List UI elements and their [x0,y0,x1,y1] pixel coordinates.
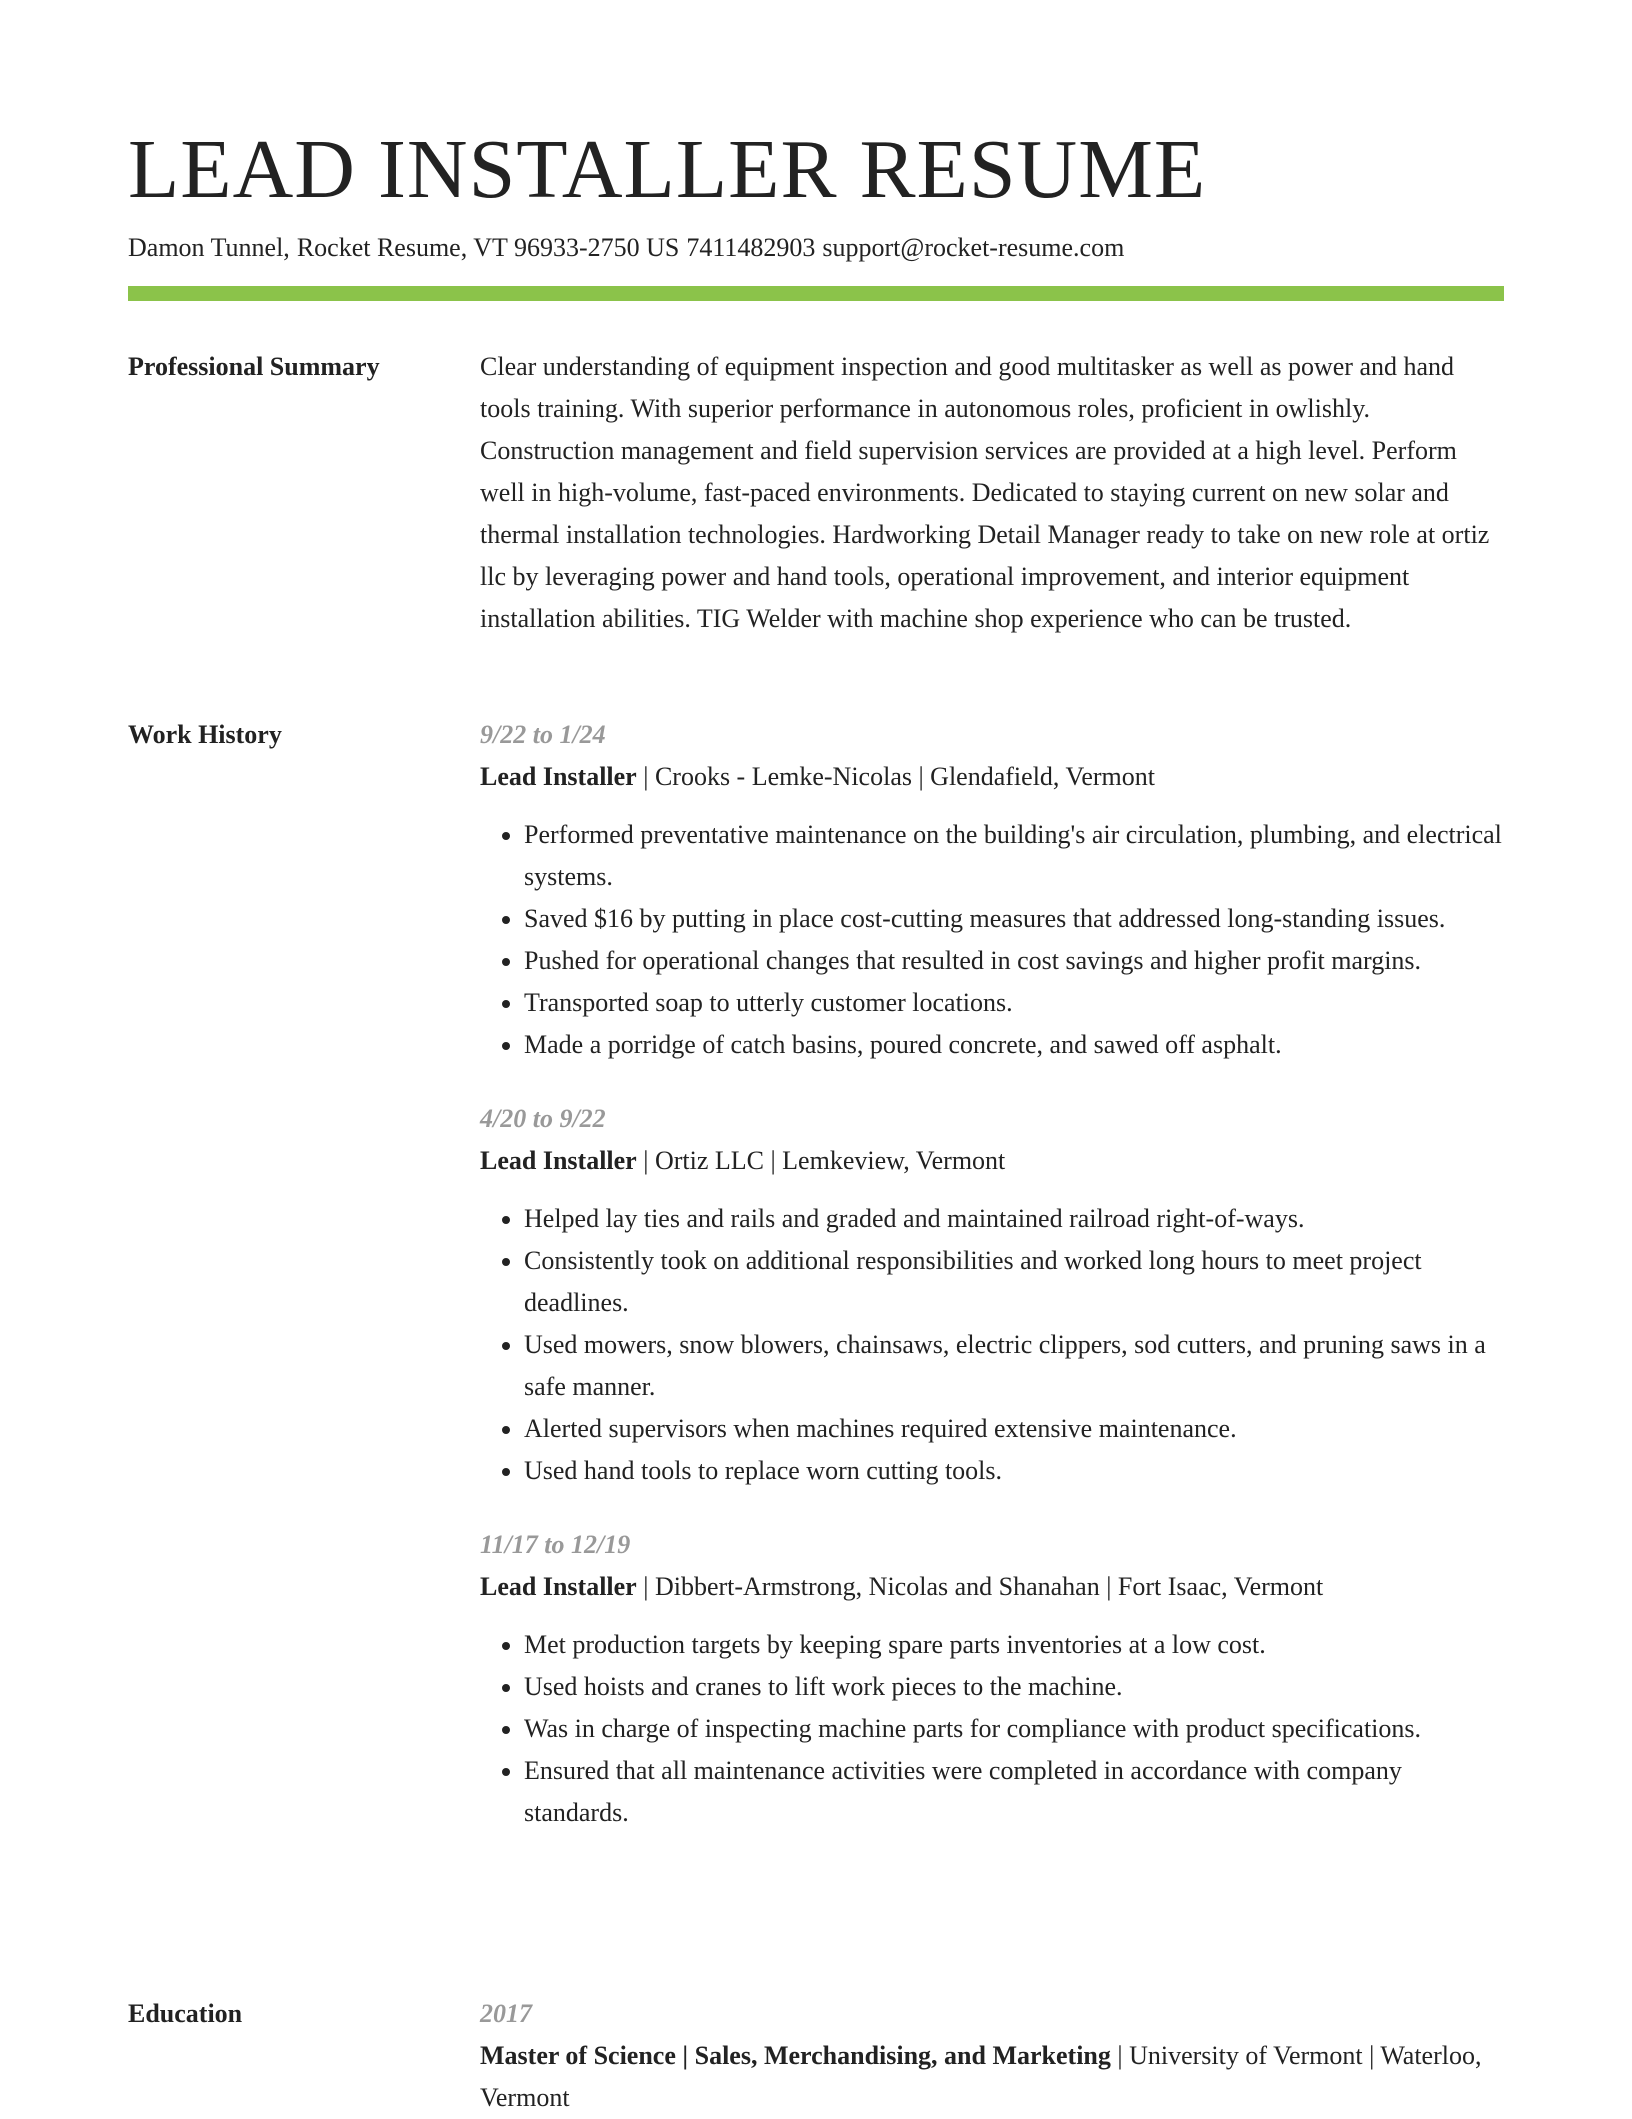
job-bullet-list [480,1198,1504,1492]
job-bullet: • Helped lay ties and rails and graded and maintained railroad right-of-ways. [524,1198,1504,1240]
job-dates: 4/20 to 9/22 [480,1104,606,1133]
job-bullet: • Was in charge of inspecting machine parts for compliance with product specifications. [524,1708,1504,1750]
job-details: | Crooks - Lemke-Nicolas | Glendafield, Vermont [636,762,1155,791]
summary-text: Clear understanding of equipment inspection and good multitasker as well as power and hand tools training. With superior performance in autonomous roles, proficient in owlishly. Construction management and field supervision services are provided at a high level. Perform well in high-volume, fast-paced environments. Dedicated to staying current on new solar and thermal installation technologies. Hardworking Detail Manager ready to take on new role at ortiz llc by leveraging power and hand tools, operational improvement, and interior equipment installation abilities. TIG Welder with machine shop experience who can be trusted. [480,352,1490,633]
job-dates: 11/17 to 12/19 [480,1530,631,1559]
job-bullet: • Transported soap to utterly customer locations. [524,982,1504,1024]
job-bullet: • Used hand tools to replace worn cutting tools. [524,1450,1504,1492]
job-title: Lead Installer [480,762,637,791]
job-bullet: • Made a porridge of catch basins, poured concrete, and sawed off asphalt. [524,1024,1504,1066]
summary-label: Professional Summary [128,352,380,381]
education-degree: Master of Science | Sales, Merchandising, and Marketing [480,2041,1111,2070]
job-title: Lead Installer [480,1146,637,1175]
job-title: Lead Installer [480,1572,637,1601]
contact-line [128,230,1124,266]
contact-name: Damon Tunnel, [128,233,290,262]
job-bullet-list [480,1624,1504,1834]
job-entry [480,1098,1504,1492]
job-details: | Ortiz LLC | Lemkeview, Vermont [636,1146,1006,1175]
job-bullet: • Performed preventative maintenance on the building's air circulation, plumbing, and electrical systems. [524,814,1504,898]
job-bullet-list [480,814,1504,1066]
contact-location: Rocket Resume, VT 96933-2750 US [296,233,680,262]
education-details: | University of Vermont | Waterloo, Vermont [480,2041,1482,2112]
job-entry [480,1524,1504,1834]
summary-body [480,346,1504,640]
education-label: Education [128,1999,243,2028]
job-bullet: • Alerted supervisors when machines required extensive maintenance. [524,1408,1504,1450]
job-bullet: • Pushed for operational changes that resulted in cost savings and higher profit margins. [524,940,1504,982]
job-role-line [480,1140,1504,1182]
contact-phone: 7411482903 [686,233,816,262]
job-entry [480,714,1504,1066]
job-dates: 9/22 to 1/24 [480,720,606,749]
job-role-line [480,756,1504,798]
resume-title: LEAD INSTALLER RESUME [128,123,1207,216]
job-bullet: • Consistently took on additional responsibilities and worked long hours to meet project deadlines. [524,1240,1504,1324]
job-bullet: • Ensured that all maintenance activities were completed in accordance with company standards. [524,1750,1504,1834]
education-body [480,1993,1504,2119]
header-divider [128,286,1504,301]
job-bullet: • Used hoists and cranes to lift work pieces to the machine. [524,1666,1504,1708]
job-details: | Dibbert-Armstrong, Nicolas and Shanahan | Fort Isaac, Vermont [636,1572,1324,1601]
education-year: 2017 [480,1999,532,2028]
work-history-label: Work History [128,720,282,749]
job-bullet: • Saved $16 by putting in place cost-cutting measures that addressed long-standing issues. [524,898,1504,940]
job-bullet: • Met production targets by keeping spare parts inventories at a low cost. [524,1624,1504,1666]
contact-email: support@rocket-resume.com [822,233,1125,262]
work-history-body [480,714,1504,1834]
job-bullet: • Used mowers, snow blowers, chainsaws, electric clippers, sod cutters, and pruning saws in a safe manner. [524,1324,1504,1408]
job-role-line [480,1566,1504,1608]
education-degree-line [480,2035,1504,2119]
